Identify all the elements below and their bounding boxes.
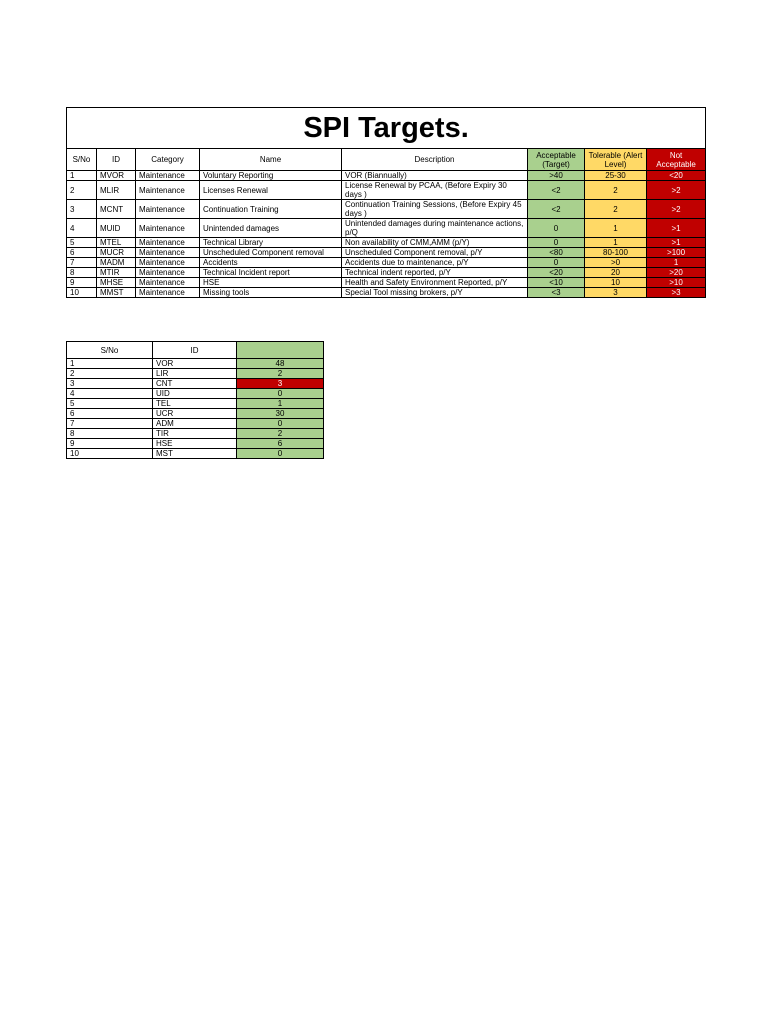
cell-description: Special Tool missing brokers, p/Y xyxy=(342,288,528,298)
cell-id: MHSE xyxy=(97,278,136,288)
cell-category: Maintenance xyxy=(136,278,200,288)
summary-cell-value: 1 xyxy=(237,399,324,409)
cell-sno: 2 xyxy=(67,181,97,200)
header-tolerable: Tolerable (Alert Level) xyxy=(585,149,647,171)
cell-acceptable: <80 xyxy=(528,248,585,258)
summary-cell-value: 2 xyxy=(237,429,324,439)
summary-cell-value: 3 xyxy=(237,379,324,389)
cell-not-acceptable: >1 xyxy=(647,219,706,238)
summary-cell-value: 0 xyxy=(237,419,324,429)
summary-row xyxy=(67,439,324,449)
cell-name: Missing tools xyxy=(200,288,342,298)
cell-tolerable: 1 xyxy=(585,238,647,248)
cell-not-acceptable: >2 xyxy=(647,181,706,200)
cell-sno: 1 xyxy=(67,171,97,181)
table-row xyxy=(67,248,706,258)
cell-sno: 6 xyxy=(67,248,97,258)
cell-sno: 4 xyxy=(67,219,97,238)
summary-row xyxy=(67,369,324,379)
summary-cell-sno: 8 xyxy=(67,429,153,439)
cell-category: Maintenance xyxy=(136,181,200,200)
cell-not-acceptable: >100 xyxy=(647,248,706,258)
cell-category: Maintenance xyxy=(136,248,200,258)
summary-cell-id: VOR xyxy=(153,359,237,369)
cell-category: Maintenance xyxy=(136,171,200,181)
cell-category: Maintenance xyxy=(136,238,200,248)
table-row xyxy=(67,219,706,238)
cell-name: Voluntary Reporting xyxy=(200,171,342,181)
cell-tolerable: 2 xyxy=(585,181,647,200)
summary-cell-sno: 4 xyxy=(67,389,153,399)
cell-id: MADM xyxy=(97,258,136,268)
cell-not-acceptable: >3 xyxy=(647,288,706,298)
cell-not-acceptable: >1 xyxy=(647,238,706,248)
summary-cell-id: UCR xyxy=(153,409,237,419)
cell-acceptable: 0 xyxy=(528,258,585,268)
summary-cell-id: MST xyxy=(153,449,237,459)
summary-row xyxy=(67,359,324,369)
spi-summary-sheet xyxy=(66,341,324,459)
cell-description: Accidents due to maintenance, p/Y xyxy=(342,258,528,268)
cell-sno: 7 xyxy=(67,258,97,268)
table-header-row xyxy=(67,149,706,171)
cell-name: HSE xyxy=(200,278,342,288)
cell-acceptable: 0 xyxy=(528,238,585,248)
cell-description: Non availability of CMM,AMM (p/Y) xyxy=(342,238,528,248)
cell-category: Maintenance xyxy=(136,219,200,238)
cell-tolerable: 80-100 xyxy=(585,248,647,258)
summary-cell-sno: 6 xyxy=(67,409,153,419)
cell-description: VOR (Biannually) xyxy=(342,171,528,181)
cell-not-acceptable: >2 xyxy=(647,200,706,219)
summary-header-value xyxy=(237,342,324,359)
summary-row xyxy=(67,379,324,389)
summary-cell-value: 2 xyxy=(237,369,324,379)
summary-row xyxy=(67,399,324,409)
summary-cell-id: TIR xyxy=(153,429,237,439)
cell-tolerable: 20 xyxy=(585,268,647,278)
cell-category: Maintenance xyxy=(136,258,200,268)
summary-cell-id: LIR xyxy=(153,369,237,379)
table-row xyxy=(67,258,706,268)
cell-id: MUCR xyxy=(97,248,136,258)
summary-cell-id: UID xyxy=(153,389,237,399)
cell-id: MUID xyxy=(97,219,136,238)
cell-name: Technical Incident report xyxy=(200,268,342,278)
cell-not-acceptable: >10 xyxy=(647,278,706,288)
cell-name: Unintended damages xyxy=(200,219,342,238)
summary-cell-value: 0 xyxy=(237,449,324,459)
table-row xyxy=(67,200,706,219)
cell-id: MMST xyxy=(97,288,136,298)
cell-description: Technical indent reported, p/Y xyxy=(342,268,528,278)
cell-not-acceptable: >20 xyxy=(647,268,706,278)
table-row xyxy=(67,268,706,278)
summary-row xyxy=(67,389,324,399)
summary-cell-sno: 3 xyxy=(67,379,153,389)
summary-cell-sno: 2 xyxy=(67,369,153,379)
summary-cell-value: 6 xyxy=(237,439,324,449)
summary-header-id: ID xyxy=(153,342,237,359)
summary-cell-sno: 1 xyxy=(67,359,153,369)
cell-acceptable: <10 xyxy=(528,278,585,288)
cell-acceptable: <20 xyxy=(528,268,585,278)
cell-acceptable: >40 xyxy=(528,171,585,181)
cell-tolerable: >0 xyxy=(585,258,647,268)
header-id: ID xyxy=(97,149,136,171)
cell-name: Accidents xyxy=(200,258,342,268)
cell-tolerable: 10 xyxy=(585,278,647,288)
cell-tolerable: 2 xyxy=(585,200,647,219)
summary-row xyxy=(67,419,324,429)
table-row xyxy=(67,288,706,298)
cell-name: Continuation Training xyxy=(200,200,342,219)
cell-acceptable: <2 xyxy=(528,181,585,200)
spi-targets-table xyxy=(66,107,706,298)
cell-id: MTEL xyxy=(97,238,136,248)
summary-cell-value: 48 xyxy=(237,359,324,369)
summary-cell-id: CNT xyxy=(153,379,237,389)
cell-description: Unintended damages during maintenance actions, p/Q xyxy=(342,219,528,238)
cell-sno: 8 xyxy=(67,268,97,278)
cell-not-acceptable: <20 xyxy=(647,171,706,181)
header-not-acceptable: Not Acceptable xyxy=(647,149,706,171)
summary-cell-sno: 10 xyxy=(67,449,153,459)
cell-description: Continuation Training Sessions, (Before Expiry 45 days ) xyxy=(342,200,528,219)
table-row xyxy=(67,171,706,181)
summary-cell-sno: 7 xyxy=(67,419,153,429)
table-row xyxy=(67,278,706,288)
summary-header-row xyxy=(67,342,324,359)
summary-cell-sno: 9 xyxy=(67,439,153,449)
summary-cell-id: ADM xyxy=(153,419,237,429)
summary-cell-id: HSE xyxy=(153,439,237,449)
header-acceptable: Acceptable (Target) xyxy=(528,149,585,171)
spi-summary-table xyxy=(66,341,324,459)
cell-category: Maintenance xyxy=(136,268,200,278)
cell-id: MTIR xyxy=(97,268,136,278)
spi-targets-sheet xyxy=(66,107,705,298)
cell-sno: 9 xyxy=(67,278,97,288)
cell-description: License Renewal by PCAA, (Before Expiry 30 days ) xyxy=(342,181,528,200)
summary-cell-id: TEL xyxy=(153,399,237,409)
cell-not-acceptable: 1 xyxy=(647,258,706,268)
cell-name: Technical Library xyxy=(200,238,342,248)
summary-row xyxy=(67,449,324,459)
cell-id: MVOR xyxy=(97,171,136,181)
summary-header-sno: S/No xyxy=(67,342,153,359)
summary-row xyxy=(67,429,324,439)
cell-category: Maintenance xyxy=(136,288,200,298)
cell-id: MLIR xyxy=(97,181,136,200)
cell-tolerable: 1 xyxy=(585,219,647,238)
header-description: Description xyxy=(342,149,528,171)
table-row xyxy=(67,181,706,200)
cell-sno: 3 xyxy=(67,200,97,219)
cell-acceptable: <3 xyxy=(528,288,585,298)
cell-name: Unscheduled Component removal xyxy=(200,248,342,258)
table-row xyxy=(67,238,706,248)
header-name: Name xyxy=(200,149,342,171)
cell-description: Unscheduled Component removal, p/Y xyxy=(342,248,528,258)
header-category: Category xyxy=(136,149,200,171)
header-sno: S/No xyxy=(67,149,97,171)
cell-acceptable: 0 xyxy=(528,219,585,238)
cell-tolerable: 3 xyxy=(585,288,647,298)
summary-cell-value: 0 xyxy=(237,389,324,399)
summary-cell-value: 30 xyxy=(237,409,324,419)
page-title: SPI Targets. xyxy=(67,108,706,149)
cell-sno: 10 xyxy=(67,288,97,298)
cell-id: MCNT xyxy=(97,200,136,219)
cell-description: Health and Safety Environment Reported, p/Y xyxy=(342,278,528,288)
cell-name: Licenses Renewal xyxy=(200,181,342,200)
cell-category: Maintenance xyxy=(136,200,200,219)
cell-tolerable: 25-30 xyxy=(585,171,647,181)
summary-row xyxy=(67,409,324,419)
cell-sno: 5 xyxy=(67,238,97,248)
summary-cell-sno: 5 xyxy=(67,399,153,409)
cell-acceptable: <2 xyxy=(528,200,585,219)
